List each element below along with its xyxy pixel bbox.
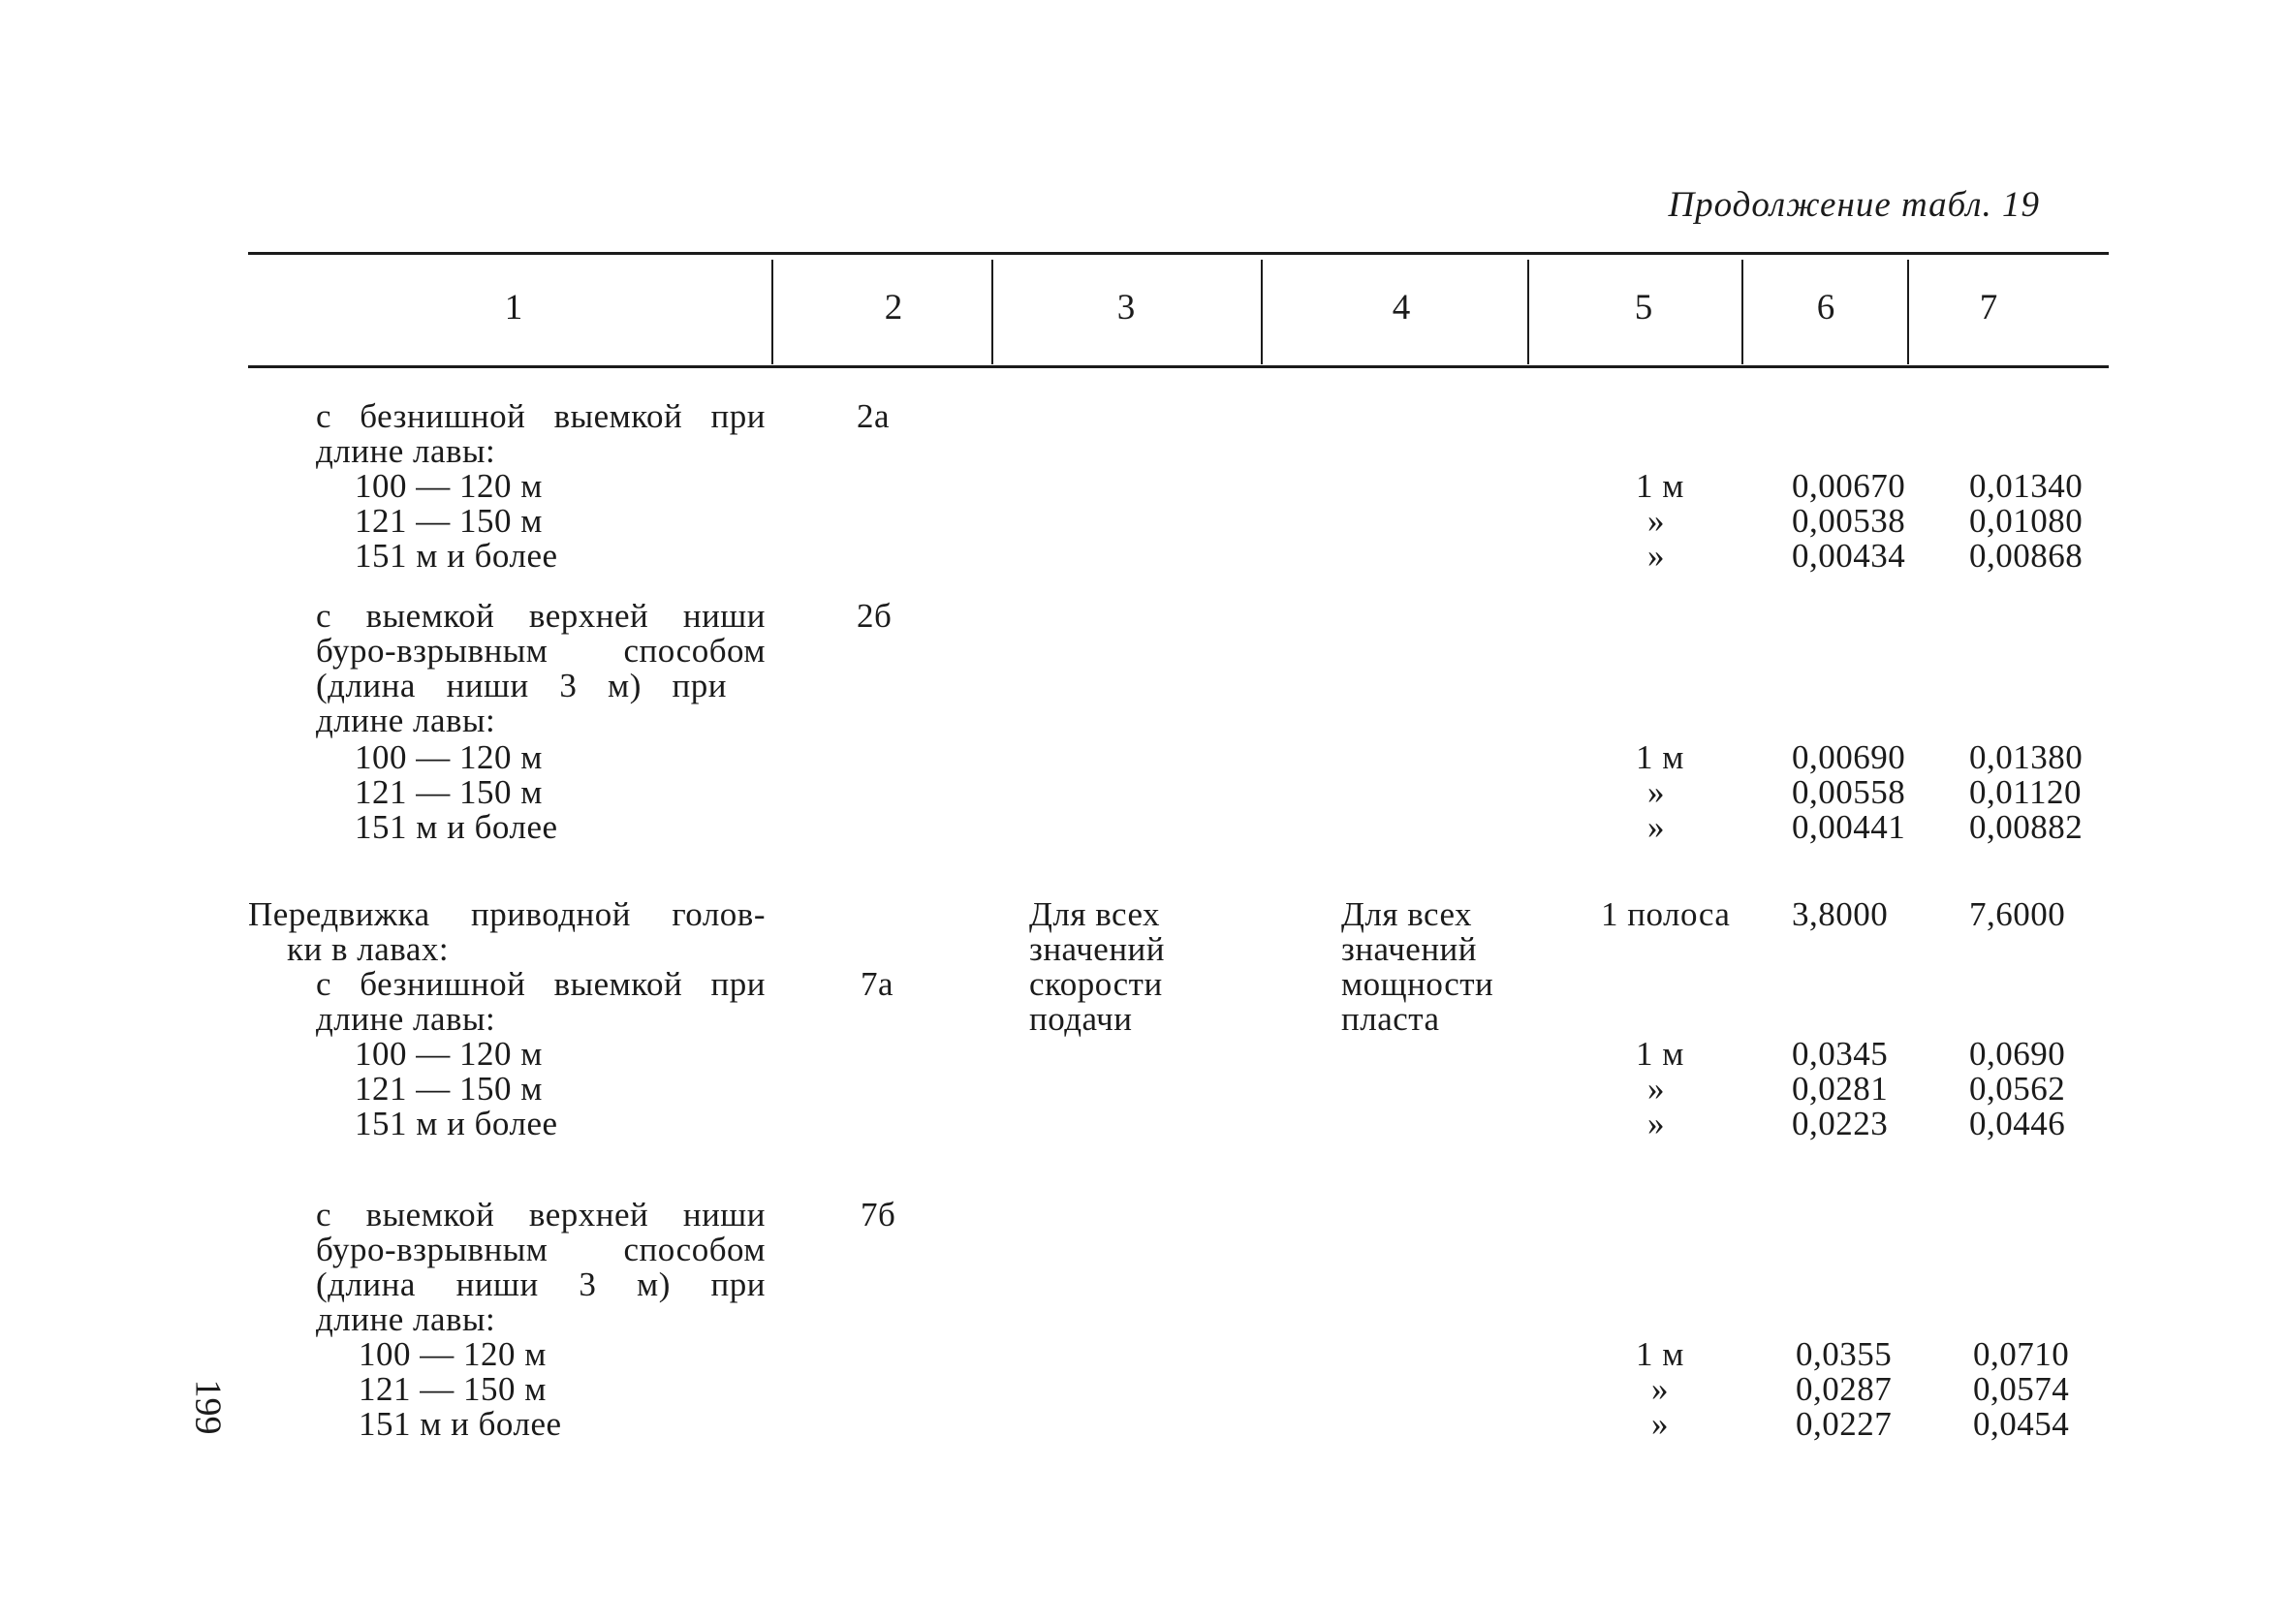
row-value-6: 0,00434 (1792, 537, 1906, 575)
row-unit: » (1651, 1405, 1669, 1443)
col4-text: мощности (1341, 965, 1494, 1003)
row-value-7: 0,0690 (1969, 1035, 2066, 1073)
row-value-7: 0,0574 (1973, 1370, 2070, 1408)
row-label: 100 — 120 м (355, 1035, 543, 1073)
table-caption: Продолжение табл. 19 (1668, 185, 2040, 225)
row-unit: 1 м (1636, 1035, 1684, 1073)
row-value-7: 0,0710 (1973, 1335, 2070, 1373)
row-value-6: 0,0345 (1792, 1035, 1889, 1073)
header-col-3: 3 (1116, 288, 1136, 328)
row-value-6: 0,00441 (1792, 808, 1906, 846)
col4-text: пласта (1341, 1000, 1440, 1038)
header-separator (991, 260, 993, 364)
row-unit: » (1647, 1105, 1665, 1142)
row-label: 121 — 150 м (359, 1370, 547, 1408)
row-value-6: 0,00558 (1792, 773, 1906, 811)
row-unit: » (1651, 1370, 1669, 1408)
row-unit: » (1647, 502, 1665, 540)
section-title-line: с выемкой верхней ниши (316, 1196, 766, 1234)
row-label: 121 — 150 м (355, 1070, 543, 1108)
section-code: 2б (857, 597, 893, 635)
row-value-7: 0,01080 (1969, 502, 2084, 540)
section-title-line: (длина ниши 3 м) при (316, 667, 727, 704)
page-number: 199 (187, 1379, 229, 1435)
row-label: 121 — 150 м (355, 502, 543, 540)
row-value-6: 0,00538 (1792, 502, 1906, 540)
section-title-line: длине лавы: (316, 1300, 496, 1338)
section-title-line: длине лавы: (316, 1000, 496, 1038)
section-title-line: (длина ниши 3 м) при (316, 1265, 766, 1303)
section-title-line: буро-взрывным способом (316, 1231, 766, 1268)
section-heading-line: ки в лавах: (287, 930, 450, 968)
header-bottom-rule (248, 365, 2109, 368)
row-label: 151 м и более (359, 1405, 562, 1443)
row-value-7: 0,01380 (1969, 738, 2084, 776)
row-unit: » (1647, 773, 1665, 811)
row-value-6: 0,00690 (1792, 738, 1906, 776)
row-value-7: 0,0562 (1969, 1070, 2066, 1108)
row-unit: » (1647, 537, 1665, 575)
row-unit: 1 полоса (1601, 895, 1731, 933)
row-value-6: 0,00670 (1792, 467, 1906, 505)
row-label: 121 — 150 м (355, 773, 543, 811)
header-col-5: 5 (1634, 288, 1653, 328)
col3-text: подачи (1029, 1000, 1133, 1038)
row-label: 100 — 120 м (355, 467, 543, 505)
row-unit: 1 м (1636, 467, 1684, 505)
header-separator (1741, 260, 1743, 364)
row-label: 151 м и более (355, 537, 558, 575)
section-title-line: буро-взрывным способом (316, 632, 766, 670)
row-unit: » (1647, 1070, 1665, 1108)
header-col-2: 2 (884, 288, 903, 328)
col3-text: значений (1029, 930, 1166, 968)
row-unit: » (1647, 808, 1665, 846)
header-separator (1261, 260, 1263, 364)
row-unit: 1 м (1636, 1335, 1684, 1373)
row-unit: 1 м (1636, 738, 1684, 776)
section-code: 7б (861, 1196, 896, 1234)
row-value-7: 0,01340 (1969, 467, 2084, 505)
row-label: 151 м и более (355, 808, 558, 846)
row-value-7: 0,00868 (1969, 537, 2084, 575)
col3-text: Для всех (1029, 895, 1161, 933)
row-value-7: 0,0446 (1969, 1105, 2066, 1142)
header-col-7: 7 (1979, 288, 1998, 328)
section-title-line: с выемкой верхней ниши (316, 597, 766, 635)
section-code: 2а (857, 397, 891, 435)
row-value-7: 7,6000 (1969, 895, 2066, 933)
header-separator (1907, 260, 1909, 364)
col3-text: скорости (1029, 965, 1163, 1003)
row-value-6: 0,0227 (1796, 1405, 1893, 1443)
row-label: 100 — 120 м (359, 1335, 547, 1373)
section-title-line: длине лавы: (316, 432, 496, 470)
row-value-6: 0,0287 (1796, 1370, 1893, 1408)
header-col-1: 1 (504, 288, 523, 328)
section-heading-line: Передвижка приводной голов- (248, 895, 766, 933)
row-value-6: 3,8000 (1792, 895, 1889, 933)
section-title-line: длине лавы: (316, 702, 496, 739)
row-value-7: 0,0454 (1973, 1405, 2070, 1443)
section-code: 7а (861, 965, 894, 1003)
section-title-line: с безнишной выемкой при (316, 397, 766, 435)
section-title-line: с безнишной выемкой при (316, 965, 766, 1003)
col4-text: Для всех (1341, 895, 1473, 933)
row-value-6: 0,0281 (1792, 1070, 1889, 1108)
row-value-7: 0,00882 (1969, 808, 2084, 846)
col4-text: значений (1341, 930, 1478, 968)
header-col-4: 4 (1392, 288, 1411, 328)
row-label: 100 — 120 м (355, 738, 543, 776)
row-value-6: 0,0355 (1796, 1335, 1893, 1373)
row-value-6: 0,0223 (1792, 1105, 1889, 1142)
header-separator (771, 260, 773, 364)
header-col-6: 6 (1816, 288, 1835, 328)
row-label: 151 м и более (355, 1105, 558, 1142)
header-top-rule (248, 252, 2109, 255)
header-separator (1527, 260, 1529, 364)
row-value-7: 0,01120 (1969, 773, 2082, 811)
